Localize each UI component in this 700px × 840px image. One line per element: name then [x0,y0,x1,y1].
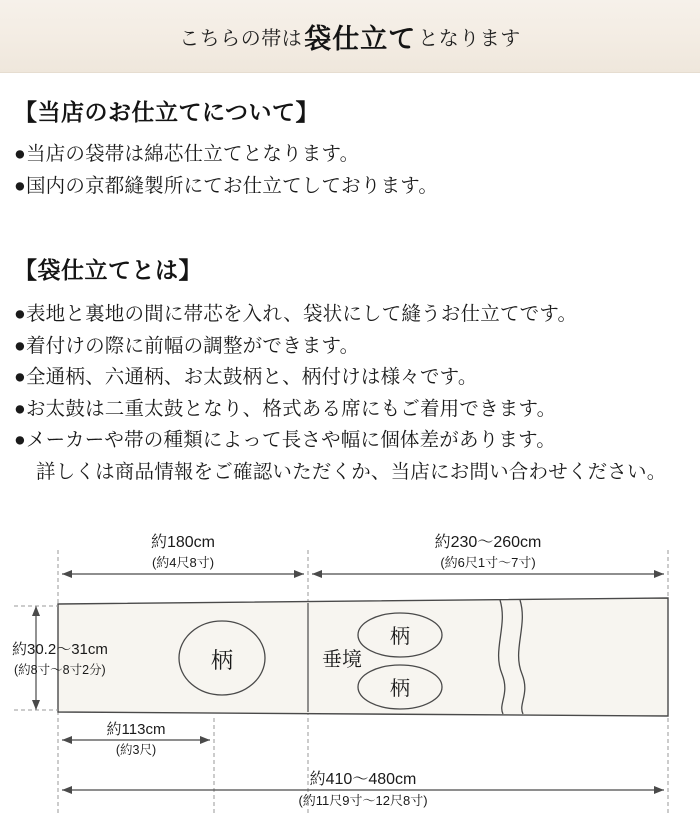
section-about-bullet-2: ●着付けの際に前幅の調整ができます。 [14,335,360,357]
header-title-row [0,0,700,72]
bottom-total-measure-main: 約410〜480cm [309,771,417,788]
left-measure-sub: (約8寸〜8寸2分) [14,663,106,677]
header-suffix-text: となります [418,27,521,50]
top-right-dimension [312,570,664,578]
pattern-circle-left-label: 柄 [210,648,234,673]
section-shop-bullet-1: ●当店の袋帯は綿芯仕立てとなります。 [14,144,360,165]
section-about-bullet-1: ●表地と裏地の間に帯芯を入れ、袋状にして縫うお仕立てです。 [14,304,578,325]
header-prefix-text: こちらの帯は [179,27,303,50]
top-left-dimension [62,570,304,578]
bottom-left-measure-main: 約113cm [106,721,166,738]
pattern-ellipse-bottom-label: 柄 [390,678,410,700]
section-about-bullet-3: ●全通柄、六通柄、お太鼓柄と、柄付けは様々です。 [14,367,478,389]
top-right-measure-main: 約230〜260cm [434,534,542,551]
top-left-measure-sub: (約4尺8寸) [151,555,215,570]
bottom-total-measure-sub: (約11尺9寸〜12尺8寸) [298,793,428,808]
section-shop-bullet-2: ●国内の京都縫製所にてお仕立てしております。 [14,175,439,197]
left-measure-main: 約30.2〜31cm [12,641,108,658]
bottom-left-measure-sub: (約3尺) [115,743,157,757]
section-shop-tailoring [0,94,700,202]
top-left-measure-main: 約180cm [150,534,216,551]
section-about-title: 【袋仕立てとは】 [14,258,202,283]
pattern-ellipse-top-label: 柄 [390,626,410,648]
section-about-fukuro [0,252,700,488]
section-shop-title: 【当店のお仕立てについて】 [14,100,320,125]
left-width-dimension [14,606,58,710]
section-about-bullet-5: ●メーカーや帯の種類によって長さや幅に個体差があります。 [14,430,556,452]
header-banner [0,0,700,73]
obi-dimension-diagram [0,522,700,840]
tare-zakai-label: 垂境 [322,649,362,671]
header-emphasis-text: 袋仕立て [304,23,417,54]
section-about-continuation: 詳しくは商品情報をご確認いただくか、当店にお問い合わせください。 [36,461,667,483]
top-right-measure-sub: (約6尺1寸〜7寸) [440,555,536,570]
section-about-bullet-4: ●お太鼓は二重太鼓となり、格式ある席にもご着用できます。 [14,398,557,420]
